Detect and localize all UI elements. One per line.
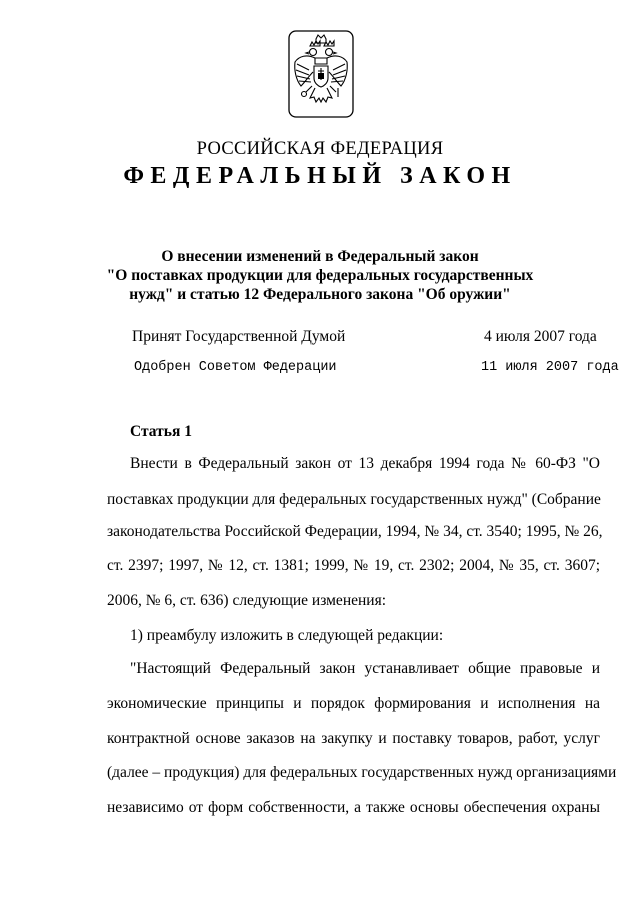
law-title-line-3: нужд" и статью 12 Федерального закона "Об оружии" (129, 286, 511, 303)
law-title-line-2: "О поставках продукции для федеральных государственных (106, 267, 534, 284)
country-heading: РОССИЙСКАЯ ФЕДЕРАЦИЯ (196, 139, 444, 159)
approved-by-council-label: Одобрен Советом Федерации (134, 360, 337, 375)
amendment-item-1: 1) преамбулу изложить в следующей редакции: (130, 627, 444, 644)
preamble-text-line: экономические принципы и порядок формирования и исполнения на (107, 695, 600, 712)
adopted-by-duma-label: Принят Государственной Думой (132, 328, 346, 345)
law-title-line-1: О внесении изменений в Федеральный закон (161, 248, 479, 265)
preamble-text-line: (далее – продукция) для федеральных государственных нужд организациями (107, 764, 617, 781)
preamble-text-line: контрактной основе заказов на закупку и поставку товаров, работ, услуг (107, 730, 600, 747)
approved-by-council-date: 11 июля 2007 года (481, 360, 619, 375)
preamble-text-line: независимо от форм собственности, а также основы обеспечения охраны (107, 799, 600, 816)
preamble-text-line: "Настоящий Федеральный закон устанавливает общие правовые и (130, 660, 600, 677)
article-heading: Статья 1 (130, 423, 192, 440)
article-text-line: законодательства Российской Федерации, 1994, № 34, ст. 3540; 1995, № 26, (107, 523, 603, 540)
adopted-by-duma-date: 4 июля 2007 года (484, 328, 597, 345)
article-text-line: 2006, № 6, ст. 636) следующие изменения: (107, 592, 387, 609)
article-text-line: Внести в Федеральный закон от 13 декабря 1994 года № 60-ФЗ "О (130, 455, 600, 472)
article-text-line: ст. 2397; 1997, № 12, ст. 1381; 1999, № 19, ст. 2302; 2004, № 35, ст. 3607; (107, 557, 600, 574)
document-type-heading: ФЕДЕРАЛЬНЫЙ ЗАКОН (123, 163, 517, 189)
article-text-line: поставках продукции для федеральных государственных нужд" (Собрание (107, 491, 601, 508)
coat-of-arms-emblem (285, 28, 357, 122)
